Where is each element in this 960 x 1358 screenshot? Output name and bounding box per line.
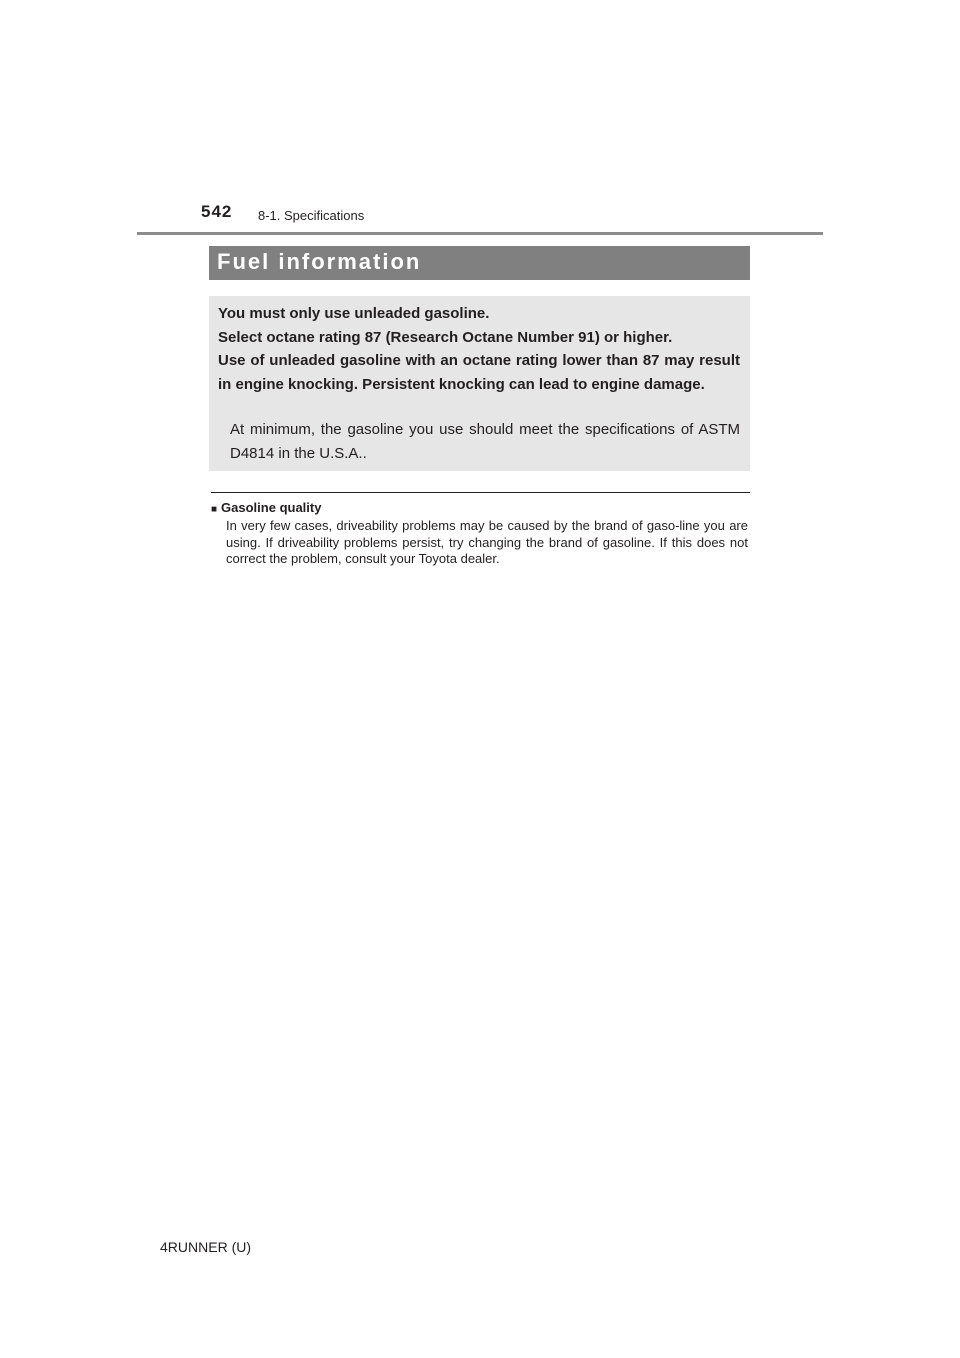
- content-rule: [211, 492, 750, 493]
- square-bullet-icon: ■: [211, 504, 218, 515]
- notice-text: At minimum, the gasoline you use should meet the specifications of ASTM D4814 in the U.S.A..: [230, 421, 740, 462]
- subheading-text: Gasoline quality: [221, 500, 322, 515]
- footer-model: 4RUNNER (U): [160, 1239, 251, 1255]
- gasoline-quality-text: In very few cases, driveability problems may be caused by the brand of gaso-line you are using. If driveability problems persist, try changing the brand of gasoline. If this does not correct the problem, consult your Toyota dealer.: [226, 518, 748, 566]
- notice-line-knocking: Use of unleaded gasoline with an octane rating lower than 87 may result in engine knocking. Persistent knocking can lead to engine damage.: [218, 352, 740, 393]
- notice-bold-text: [218, 302, 740, 396]
- notice-line-octane: Select octane rating 87 (Research Octane Number 91) or higher.: [218, 328, 673, 346]
- page-number: 542: [201, 202, 233, 221]
- notice-line-unleaded: You must only use unleaded gasoline.: [218, 305, 490, 322]
- title-bar: [209, 246, 750, 280]
- notice-box: [209, 296, 750, 471]
- subheading-gasoline-quality: [211, 500, 321, 515]
- header-rule: [137, 232, 823, 235]
- section-title: 8-1. Specifications: [258, 208, 365, 223]
- page-title: Fuel information: [217, 249, 422, 274]
